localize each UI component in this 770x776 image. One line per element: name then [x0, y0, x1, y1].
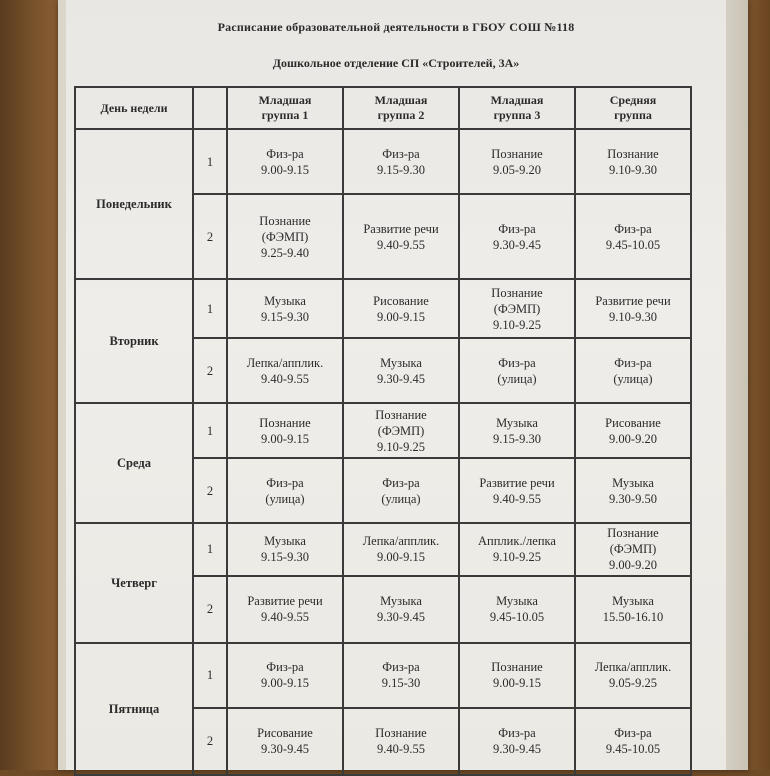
lesson-number: 1 — [193, 403, 227, 458]
lesson-cell-line: 9.40-9.55 — [377, 237, 425, 252]
lesson-cell-line: Рисование — [257, 726, 313, 741]
lesson-number-header — [193, 87, 227, 129]
lesson-cell-line: 9.30-9.50 — [609, 491, 657, 506]
lesson-cell — [343, 338, 459, 403]
lesson-cell-line: Познание — [259, 213, 311, 228]
lesson-cell — [343, 279, 459, 338]
lesson-cell — [459, 338, 575, 403]
lesson-cell-line: Физ-ра — [266, 475, 304, 490]
lesson-cell-line: Познание — [375, 726, 427, 741]
lesson-number: 1 — [193, 523, 227, 576]
lesson-cell — [343, 576, 459, 643]
lesson-cell-line: Физ-ра — [498, 355, 536, 370]
lesson-cell-line: Познание — [491, 660, 543, 675]
lesson-cell-line: Развитие речи — [247, 594, 323, 609]
lesson-number: 2 — [193, 576, 227, 643]
lesson-cell-line: 9.00-9.20 — [609, 431, 657, 446]
lesson-cell-line: 9.15-9.30 — [261, 550, 309, 565]
lesson-cell — [575, 129, 691, 194]
group-header-3: Младшая группа 3 — [459, 87, 575, 129]
lesson-cell-line: 9.10-9.30 — [609, 309, 657, 324]
lesson-number: 1 — [193, 643, 227, 708]
lesson-cell — [575, 576, 691, 643]
schedule-table — [74, 86, 692, 776]
lesson-cell-line: 9.10-9.25 — [493, 550, 541, 565]
lesson-cell — [227, 403, 343, 458]
lesson-cell-line: Музыка — [380, 355, 422, 370]
lesson-cell-line: Физ-ра — [266, 660, 304, 675]
lesson-cell — [575, 279, 691, 338]
lesson-cell-line: 9.40-9.55 — [261, 610, 309, 625]
day-of-week-header: День недели — [75, 87, 193, 129]
lesson-cell-line: 9.30-9.45 — [493, 742, 541, 757]
table-row — [75, 129, 691, 194]
lesson-cell-line: 9.45-10.05 — [489, 610, 545, 625]
group-header-1: Младшая группа 1 — [227, 87, 343, 129]
lesson-cell — [343, 458, 459, 523]
lesson-cell-line: (улица) — [381, 491, 421, 506]
lesson-cell — [575, 403, 691, 458]
lesson-number: 1 — [193, 279, 227, 338]
lesson-cell-line: 9.10-9.25 — [377, 439, 425, 454]
lesson-cell-line: 9.40-9.55 — [261, 371, 309, 386]
lesson-cell-line: 9.40-9.55 — [493, 491, 541, 506]
lesson-cell-line: 9.05-9.25 — [609, 676, 657, 691]
lesson-cell-line: 9.00-9.15 — [377, 309, 425, 324]
lesson-cell-line: Познание — [607, 526, 659, 541]
lesson-cell-line: Физ-ра — [382, 660, 420, 675]
day-name: Четверг — [75, 523, 193, 643]
lesson-cell-line: Познание — [491, 285, 543, 300]
table-row — [75, 643, 691, 708]
lesson-cell — [575, 338, 691, 403]
lesson-cell — [227, 458, 343, 523]
lesson-cell-line: 9.00-9.15 — [261, 162, 309, 177]
lesson-cell-line: Познание — [259, 415, 311, 430]
header-row — [75, 87, 691, 129]
lesson-cell-line: Физ-ра — [382, 146, 420, 161]
group-header-2: Младшая группа 2 — [343, 87, 459, 129]
lesson-cell — [459, 129, 575, 194]
lesson-cell — [227, 643, 343, 708]
lesson-cell-line: Апплик./лепка — [478, 534, 556, 549]
lesson-cell — [575, 194, 691, 279]
lesson-cell-line: (ФЭМП) — [377, 423, 425, 438]
lesson-cell — [227, 194, 343, 279]
lesson-cell-line: 9.15-9.30 — [493, 431, 541, 446]
lesson-cell-line: Музыка — [496, 415, 538, 430]
lesson-number: 2 — [193, 458, 227, 523]
lesson-cell — [459, 576, 575, 643]
lesson-cell — [459, 194, 575, 279]
lesson-cell-line: 9.45-10.05 — [605, 237, 661, 252]
lesson-cell-line: 9.05-9.20 — [493, 162, 541, 177]
lesson-cell-line: Музыка — [264, 534, 306, 549]
lesson-cell — [459, 279, 575, 338]
lesson-cell-line: 9.00-9.15 — [261, 431, 309, 446]
lesson-cell-line: 9.10-9.30 — [609, 162, 657, 177]
lesson-cell-line: Музыка — [380, 594, 422, 609]
lesson-cell — [227, 523, 343, 576]
lesson-cell — [343, 403, 459, 458]
lesson-cell-line: Физ-ра — [498, 221, 536, 236]
lesson-cell — [343, 523, 459, 576]
lesson-cell-line: 9.10-9.25 — [493, 317, 541, 332]
lesson-cell-line: Рисование — [373, 293, 429, 308]
lesson-cell-line: Лепка/апплик. — [362, 534, 440, 549]
lesson-cell — [575, 643, 691, 708]
lesson-cell-line: (ФЭМП) — [493, 301, 541, 316]
lesson-cell — [227, 576, 343, 643]
day-name: Понедельник — [75, 129, 193, 279]
lesson-cell-line: 9.25-9.40 — [261, 245, 309, 260]
lesson-cell — [343, 643, 459, 708]
lesson-cell-line: Физ-ра — [614, 726, 652, 741]
lesson-cell-line: Развитие речи — [479, 475, 555, 490]
lesson-cell — [459, 523, 575, 576]
lesson-cell — [343, 129, 459, 194]
lesson-cell-line: Музыка — [612, 594, 654, 609]
lesson-cell-line: (улица) — [265, 491, 305, 506]
table-row — [75, 403, 691, 458]
lesson-cell-line: Рисование — [605, 415, 661, 430]
lesson-number: 2 — [193, 194, 227, 279]
lesson-cell-line: 9.45-10.05 — [605, 742, 661, 757]
group-header-4: Средняя группа — [575, 87, 691, 129]
day-name: Вторник — [75, 279, 193, 403]
lesson-cell-line: 9.40-9.55 — [377, 742, 425, 757]
lesson-cell-line: Физ-ра — [614, 221, 652, 236]
lesson-cell-line: Лепка/апплик. — [246, 355, 324, 370]
lesson-cell-line: 9.15-9.30 — [261, 309, 309, 324]
lesson-cell — [575, 708, 691, 775]
lesson-cell-line: 9.00-9.15 — [493, 676, 541, 691]
lesson-cell-line: 9.00-9.15 — [261, 676, 309, 691]
table-row — [75, 279, 691, 338]
lesson-cell — [343, 194, 459, 279]
wall-left — [0, 0, 60, 770]
day-name: Пятница — [75, 643, 193, 775]
lesson-cell-line: 9.00-9.20 — [609, 558, 657, 573]
lesson-cell — [575, 458, 691, 523]
lesson-cell-line: 9.30-9.45 — [377, 610, 425, 625]
lesson-cell-line: (улица) — [497, 371, 537, 386]
day-name: Среда — [75, 403, 193, 523]
lesson-cell-line: (ФЭМП) — [609, 542, 657, 557]
lesson-cell-line: 9.15-30 — [381, 676, 421, 691]
lesson-cell-line: Физ-ра — [382, 475, 420, 490]
lesson-cell-line: Познание — [375, 407, 427, 422]
lesson-cell-line: Музыка — [612, 475, 654, 490]
lesson-cell — [227, 338, 343, 403]
lesson-cell — [459, 403, 575, 458]
lesson-cell-line: (улица) — [613, 371, 653, 386]
lesson-cell — [459, 458, 575, 523]
lesson-cell — [227, 708, 343, 775]
lesson-cell — [459, 708, 575, 775]
lesson-number: 1 — [193, 129, 227, 194]
document-subtitle: Дошкольное отделение СП «Строителей, 3А» — [272, 56, 520, 70]
document-title: Расписание образовательной деятельности в ГБОУ СОШ №118 — [217, 20, 575, 34]
lesson-number: 2 — [193, 338, 227, 403]
lesson-cell — [343, 708, 459, 775]
lesson-cell-line: 9.30-9.45 — [377, 371, 425, 386]
lesson-cell — [459, 643, 575, 708]
lesson-cell-line: Музыка — [264, 293, 306, 308]
lesson-number: 2 — [193, 708, 227, 775]
lesson-cell-line: 9.00-9.15 — [377, 550, 425, 565]
lesson-cell — [575, 523, 691, 576]
table-row — [75, 523, 691, 576]
lesson-cell-line: 9.15-9.30 — [377, 162, 425, 177]
lesson-cell-line: 9.30-9.45 — [261, 742, 309, 757]
lesson-cell-line: (ФЭМП) — [261, 229, 309, 244]
lesson-cell-line: Музыка — [496, 594, 538, 609]
lesson-cell-line: Лепка/апплик. — [594, 660, 672, 675]
lesson-cell-line: Физ-ра — [266, 146, 304, 161]
lesson-cell-line: Познание — [607, 146, 659, 161]
lesson-cell-line: 9.30-9.45 — [493, 237, 541, 252]
lesson-cell-line: Развитие речи — [595, 293, 671, 308]
lesson-cell-line: Познание — [491, 146, 543, 161]
lesson-cell-line: Физ-ра — [614, 355, 652, 370]
lesson-cell-line: 15.50-16.10 — [602, 610, 664, 625]
lesson-cell-line: Развитие речи — [363, 221, 439, 236]
lesson-cell — [227, 279, 343, 338]
lesson-cell — [227, 129, 343, 194]
lesson-cell-line: Физ-ра — [498, 726, 536, 741]
